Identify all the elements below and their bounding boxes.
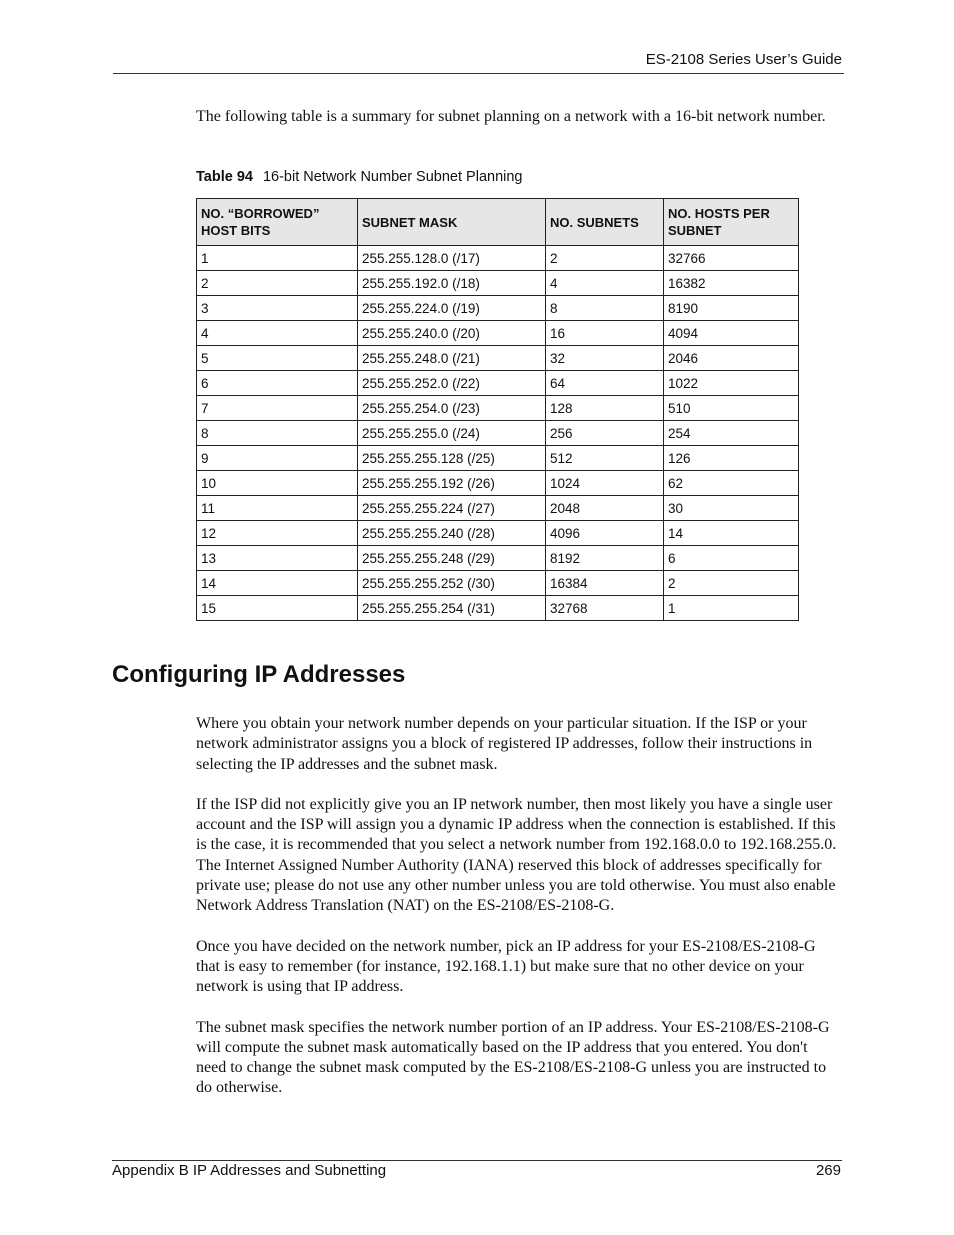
cell-no-subnets: 256: [546, 421, 664, 446]
cell-no-subnets: 16: [546, 321, 664, 346]
table-row: [197, 496, 799, 521]
table-row: [197, 321, 799, 346]
table-row: [197, 471, 799, 496]
cell-subnet-mask: 255.255.255.240 (/28): [358, 521, 546, 546]
cell-no-subnets: 128: [546, 396, 664, 421]
cell-hosts-per-subnet: 62: [664, 471, 799, 496]
cell-hosts-per-subnet: 6: [664, 546, 799, 571]
running-header: ES-2108 Series User’s Guide: [645, 51, 842, 68]
table-row: [197, 246, 799, 271]
cell-subnet-mask: 255.255.255.252 (/30): [358, 571, 546, 596]
cell-no-subnets: 4: [546, 271, 664, 296]
cell-subnet-mask: 255.255.254.0 (/23): [358, 396, 546, 421]
cell-no-subnets: 32: [546, 346, 664, 371]
footer-rule: [112, 1160, 842, 1161]
cell-hosts-per-subnet: 254: [664, 421, 799, 446]
section-title: Configuring IP Addresses: [112, 661, 406, 688]
table-row: [197, 421, 799, 446]
cell-borrowed-bits: 1: [197, 246, 358, 271]
cell-hosts-per-subnet: 1022: [664, 371, 799, 396]
cell-borrowed-bits: 14: [197, 571, 358, 596]
cell-borrowed-bits: 8: [197, 421, 358, 446]
cell-borrowed-bits: 3: [197, 296, 358, 321]
header-subnet-mask: SUBNET MASK: [358, 199, 546, 246]
intro-paragraph: The following table is a summary for subnet planning on a network with a 16-bit network number.: [196, 108, 826, 125]
cell-hosts-per-subnet: 8190: [664, 296, 799, 321]
cell-borrowed-bits: 11: [197, 496, 358, 521]
table-row: [197, 271, 799, 296]
page-number: 269: [815, 1162, 841, 1179]
cell-hosts-per-subnet: 30: [664, 496, 799, 521]
header-no-subnets: NO. SUBNETS: [546, 199, 664, 246]
cell-hosts-per-subnet: 510: [664, 396, 799, 421]
footer-section-label: Appendix B IP Addresses and Subnetting: [112, 1162, 387, 1179]
cell-subnet-mask: 255.255.240.0 (/20): [358, 321, 546, 346]
cell-no-subnets: 1024: [546, 471, 664, 496]
cell-hosts-per-subnet: 1: [664, 596, 799, 621]
table-row: [197, 446, 799, 471]
cell-borrowed-bits: 9: [197, 446, 358, 471]
cell-hosts-per-subnet: 2046: [664, 346, 799, 371]
cell-subnet-mask: 255.255.255.128 (/25): [358, 446, 546, 471]
cell-borrowed-bits: 10: [197, 471, 358, 496]
cell-subnet-mask: 255.255.255.254 (/31): [358, 596, 546, 621]
table-caption-number: Table 94: [196, 169, 253, 185]
paragraph: Once you have decided on the network number, pick an IP address for your ES-2108/ES-2108-G that is easy to remember (for instance, 192.168.1.1) but make sure that no other device on your network is using that IP address.: [196, 937, 816, 996]
header-borrowed-bits: NO. “BORROWED” HOST BITS: [197, 199, 358, 246]
table-row: [197, 296, 799, 321]
cell-hosts-per-subnet: 126: [664, 446, 799, 471]
cell-borrowed-bits: 6: [197, 371, 358, 396]
header-hosts-per-subnet: NO. HOSTS PER SUBNET: [664, 199, 799, 246]
cell-hosts-per-subnet: 14: [664, 521, 799, 546]
cell-subnet-mask: 255.255.252.0 (/22): [358, 371, 546, 396]
cell-subnet-mask: 255.255.128.0 (/17): [358, 246, 546, 271]
cell-subnet-mask: 255.255.255.248 (/29): [358, 546, 546, 571]
cell-no-subnets: 4096: [546, 521, 664, 546]
table-caption-text: 16-bit Network Number Subnet Planning: [262, 169, 523, 185]
cell-hosts-per-subnet: 2: [664, 571, 799, 596]
cell-borrowed-bits: 13: [197, 546, 358, 571]
table-row: [197, 596, 799, 621]
cell-borrowed-bits: 12: [197, 521, 358, 546]
cell-subnet-mask: 255.255.255.0 (/24): [358, 421, 546, 446]
section-body: [196, 714, 841, 1119]
paragraph: Where you obtain your network number depends on your particular situation. If the ISP or your network administrator assigns you a block of registered IP addresses, follow their instructions in selecting the IP addresses and the subnet mask.: [196, 715, 813, 773]
cell-subnet-mask: 255.255.192.0 (/18): [358, 271, 546, 296]
cell-subnet-mask: 255.255.224.0 (/19): [358, 296, 546, 321]
cell-subnet-mask: 255.255.255.192 (/26): [358, 471, 546, 496]
cell-subnet-mask: 255.255.248.0 (/21): [358, 346, 546, 371]
table-caption: [196, 169, 522, 185]
cell-no-subnets: 512: [546, 446, 664, 471]
cell-no-subnets: 16384: [546, 571, 664, 596]
table-header-row: [197, 199, 799, 246]
paragraph: The subnet mask specifies the network number portion of an IP address. Your ES-2108/ES-2108-G will compute the subnet mask automatically based on the IP address that you entered. You don't need to change the subnet mask computed by the ES-2108/ES-2108-G unless you are instructed to do otherwise.: [196, 1018, 830, 1097]
cell-no-subnets: 8192: [546, 546, 664, 571]
table-row: [197, 371, 799, 396]
paragraph: If the ISP did not explicitly give you an IP network number, then most likely you have a single user account and the ISP will assign you a dynamic IP address when the connection is established. If this is the case, it is recommended that you select a network number from 192.168.0.0 to 192.168.255.0. The Internet Assigned Number Authority (IANA) reserved this block of addresses specifically for private use; please do not use any other number unless you are told otherwise. You must also enable Network Address Translation (NAT) on the ES-2108/ES-2108-G.: [196, 795, 837, 915]
cell-no-subnets: 2: [546, 246, 664, 271]
cell-borrowed-bits: 5: [197, 346, 358, 371]
table-row: [197, 521, 799, 546]
table-row: [197, 396, 799, 421]
cell-no-subnets: 8: [546, 296, 664, 321]
table-row: [197, 346, 799, 371]
cell-borrowed-bits: 7: [197, 396, 358, 421]
cell-borrowed-bits: 15: [197, 596, 358, 621]
cell-borrowed-bits: 2: [197, 271, 358, 296]
cell-no-subnets: 64: [546, 371, 664, 396]
cell-borrowed-bits: 4: [197, 321, 358, 346]
header-rule: [113, 73, 844, 74]
table-row: [197, 546, 799, 571]
cell-no-subnets: 2048: [546, 496, 664, 521]
cell-subnet-mask: 255.255.255.224 (/27): [358, 496, 546, 521]
table-row: [197, 571, 799, 596]
cell-hosts-per-subnet: 4094: [664, 321, 799, 346]
subnet-planning-table: [196, 198, 799, 621]
cell-hosts-per-subnet: 32766: [664, 246, 799, 271]
cell-no-subnets: 32768: [546, 596, 664, 621]
cell-hosts-per-subnet: 16382: [664, 271, 799, 296]
